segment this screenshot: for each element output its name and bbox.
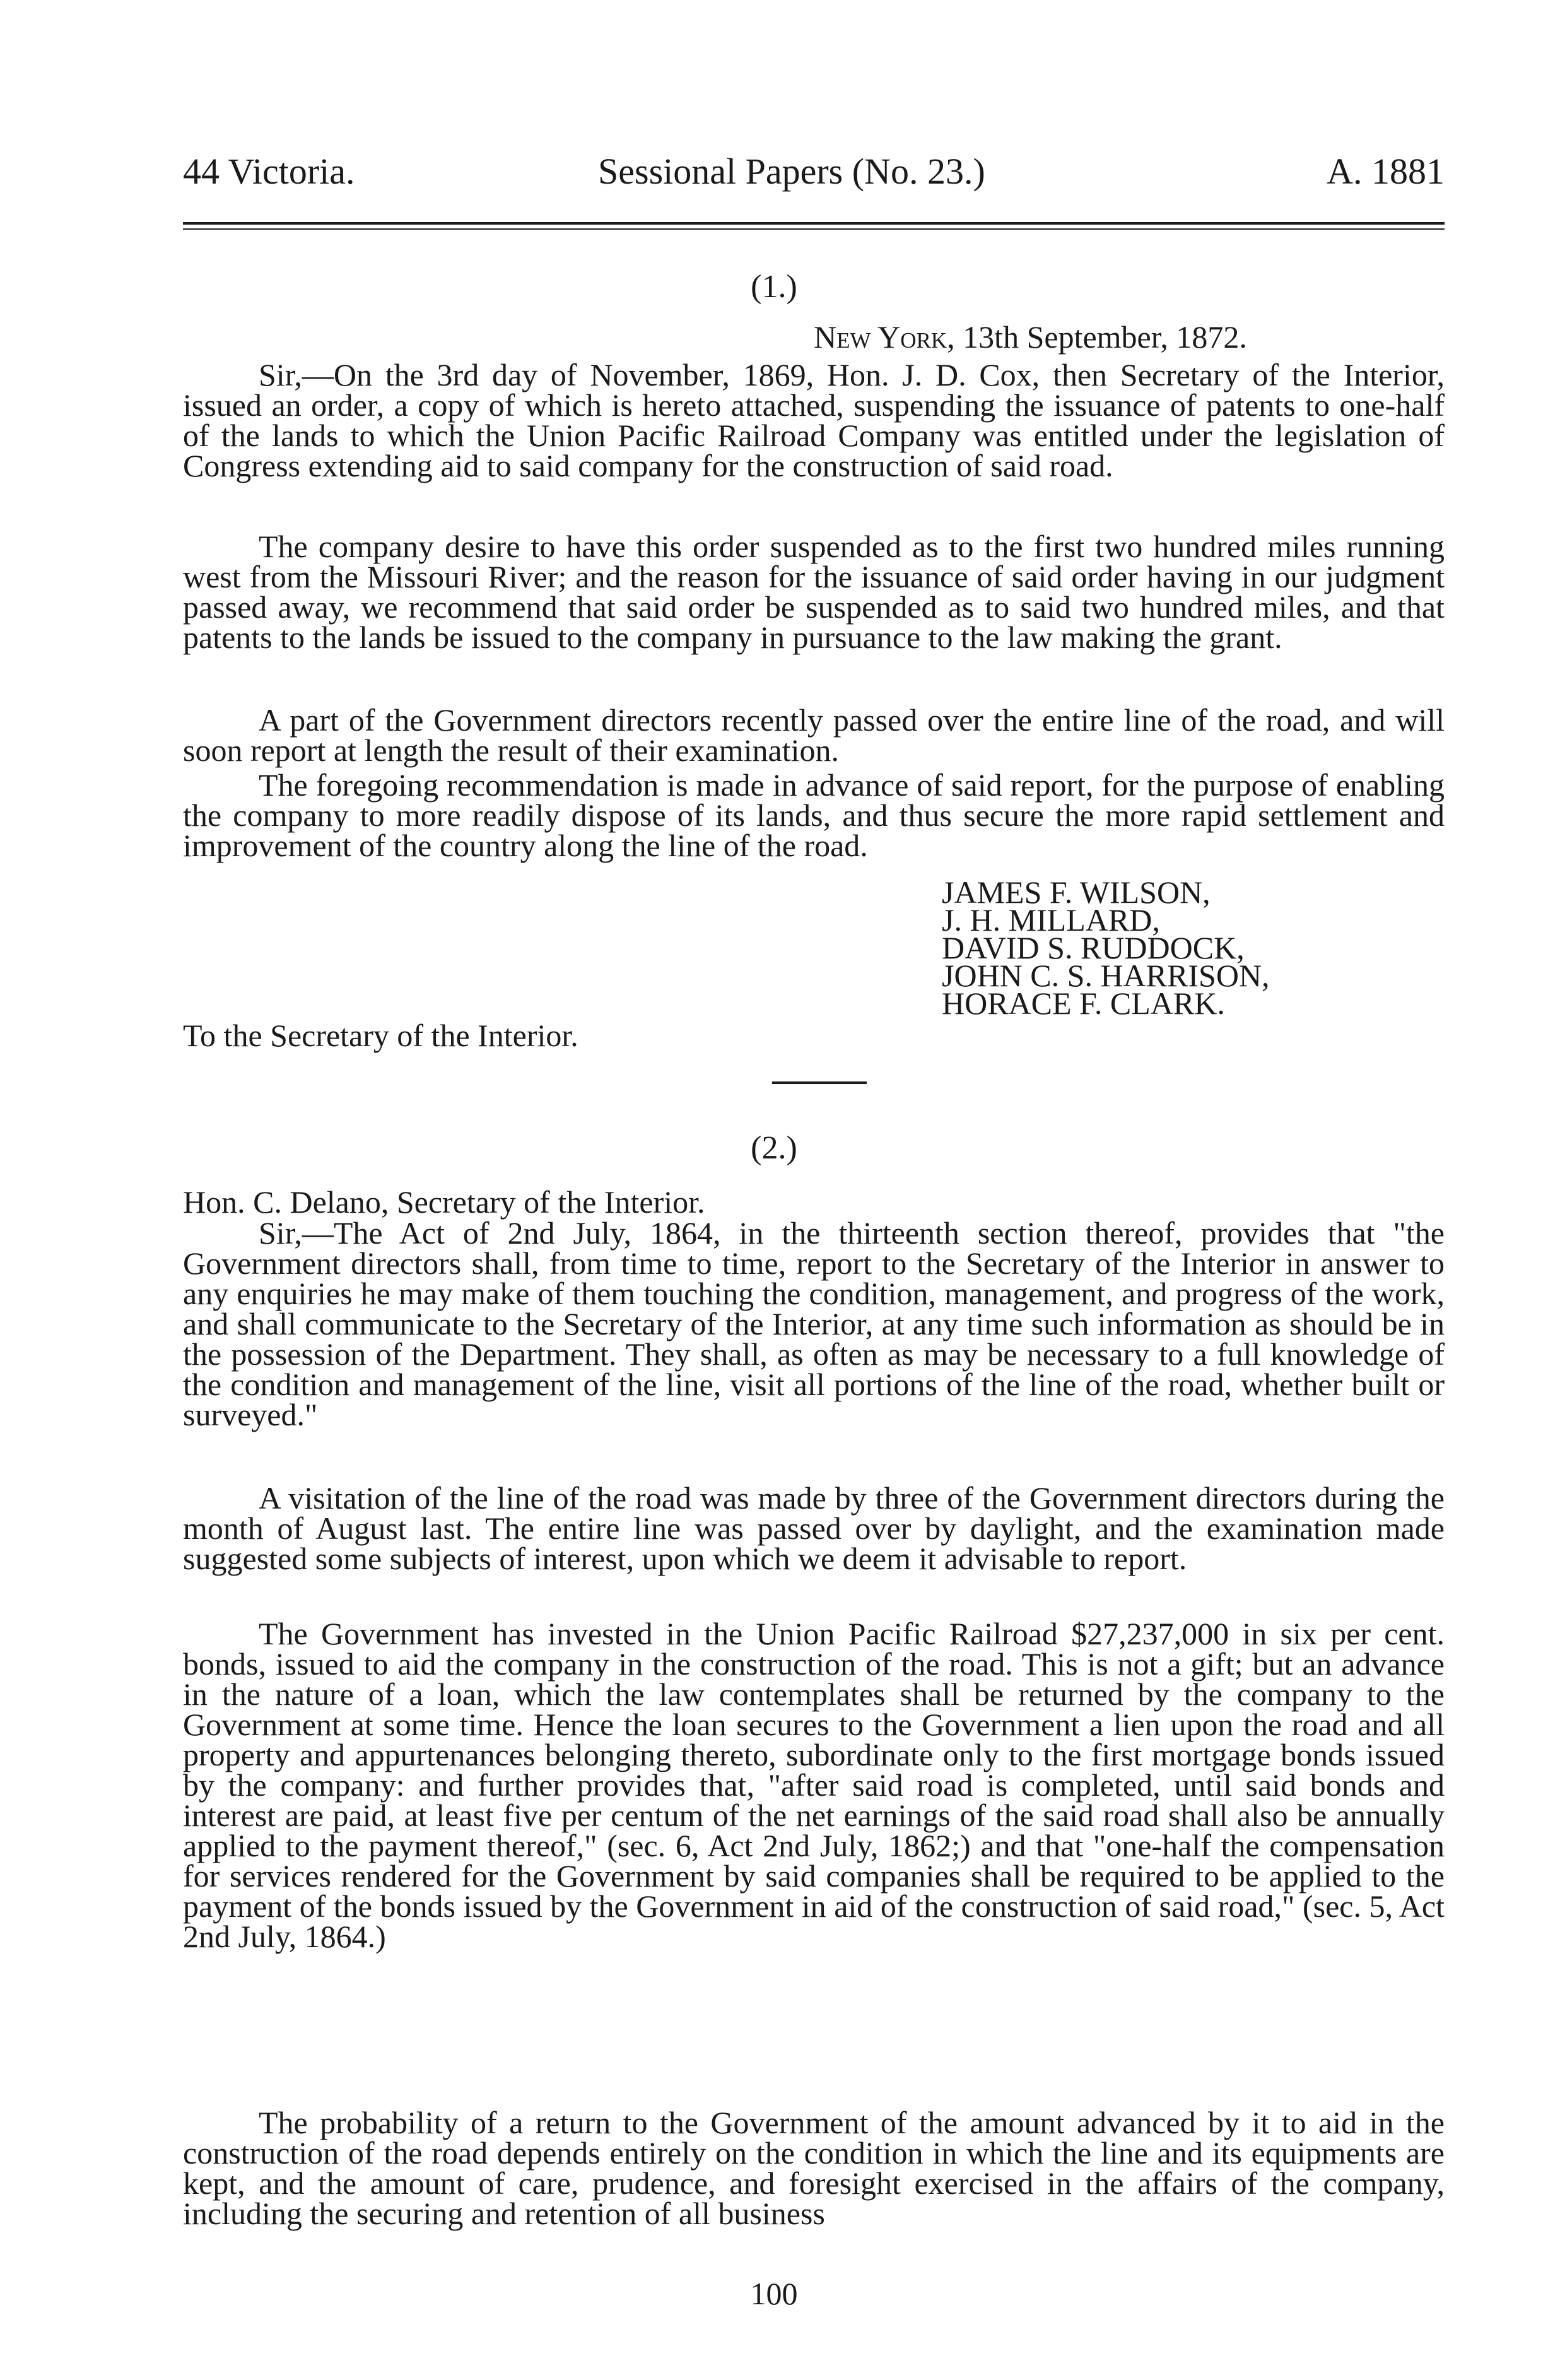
letter-1-paragraph-4: The foregoing recommendation is made in advance of said report, for the purpose of enabling the company to more readily dispose of its lands, and thus secure the more rapid settlement and improvement of the country along the line of the road. [183, 767, 1445, 863]
letter-1-paragraph-2: The company desire to have this order suspended as to the first two hundred miles running west from the Missouri River; and the reason for the issuance of said order having in our judgment passed away, we recommend that said order be suspended as to said two hundred miles, and that patents to the lands be issued to the company in pursuance to the law making the grant. [183, 529, 1445, 655]
signatory: HORACE F. CLARK. [942, 986, 1225, 1021]
letter-1-recipient: To the Secretary of the Interior. [183, 1018, 578, 1053]
letter-1-number: (1.) [751, 269, 797, 305]
header-year: A. 1881 [1327, 151, 1445, 192]
signatories-list [942, 875, 1270, 1021]
signatory: DAVID S. RUDDOCK, [942, 930, 1245, 965]
letter-2-paragraph-3: The Government has invested in the Union Pacific Railroad $27,237,000 in six per cent. bonds, issued to aid the company in the construction of the road. This is not a gift; but an advance in the nature of a loan, which the law contemplates shall be returned by the company to the Government at some time. Hence the loan secures to the Government a lien upon the road and all property and appurtenances belonging thereto, subordinate only to the first mortgage bonds issued by the company: and further provides that, "after said road is completed, until said bonds and interest are paid, at least five per centum of the net earnings of the said road shall also be annually applied to the payment thereof," (sec. 6, Act 2nd July, 1862;) and that "one-half the compensation for services rendered for the Government by said companies shall be required to be applied to the payment of the bonds issued by the Government in aid of the construction of said road," (sec. 5, Act 2nd July, 1864.) [183, 1616, 1445, 1954]
letter-1-paragraph-3: A part of the Government directors recently passed over the entire line of the road, and will soon report at length the result of their examination. [183, 702, 1445, 768]
header-sessional-papers: Sessional Papers (No. 23.) [598, 151, 985, 192]
letter-1-dateline [814, 319, 1247, 355]
header-rule-thin [183, 228, 1445, 230]
signatory: JOHN C. S. HARRISON, [942, 958, 1270, 993]
page-number: 100 [750, 2276, 798, 2311]
letter-2-paragraph-1: Sir,—The Act of 2nd July, 1864, in the thirteenth section thereof, provides that "the Government directors shall, from time to time, report to the Secretary of the Interior in answer to any enquiries he may make of them touching the condition, management, and progress of the work, and shall communicate to the Secretary of the Interior, at any time such information as should be in the possession of the Department. They shall, as often as may be necessary to a full knowledge of the condition and management of the line, visit all portions of the line of the road, whether built or surveyed." [183, 1215, 1445, 1432]
letter-1-place: New York, [814, 319, 955, 355]
section-divider [772, 1081, 867, 1084]
letter-1-date: 13th September, 1872. [963, 319, 1247, 355]
header-rule [183, 222, 1445, 225]
letter-2-paragraph-4: The probability of a return to the Government of the amount advanced by it to aid in the construction of the road depends entirely on the condition in which the line and its equipments are kept, and the amount of care, prudence, and foresight exercised in the affairs of the company, including the securing and retention of all business [183, 2105, 1445, 2231]
running-header [183, 150, 1445, 207]
header-session: 44 Victoria. [183, 151, 355, 192]
letter-1-paragraph-1: Sir,—On the 3rd day of November, 1869, Hon. J. D. Cox, then Secretary of the Interior, issued an order, a copy of which is hereto attached, suspending the issuance of patents to one-half of the lands to which the Union Pacific Railroad Company was entitled under the legislation of Congress extending aid to said company for the construction of said road. [183, 357, 1445, 483]
letter-2-number: (2.) [751, 1130, 797, 1166]
letter-2-addressee: Hon. C. Delano, Secretary of the Interior. [183, 1184, 705, 1220]
signatory: J. H. MILLARD, [942, 902, 1160, 938]
signatory: JAMES F. WILSON, [942, 875, 1211, 910]
letter-2-paragraph-2: A visitation of the line of the road was made by three of the Government directors during the month of August last. The entire line was passed over by daylight, and the examination made suggested some subjects of interest, upon which we deem it advisable to report. [183, 1480, 1445, 1576]
